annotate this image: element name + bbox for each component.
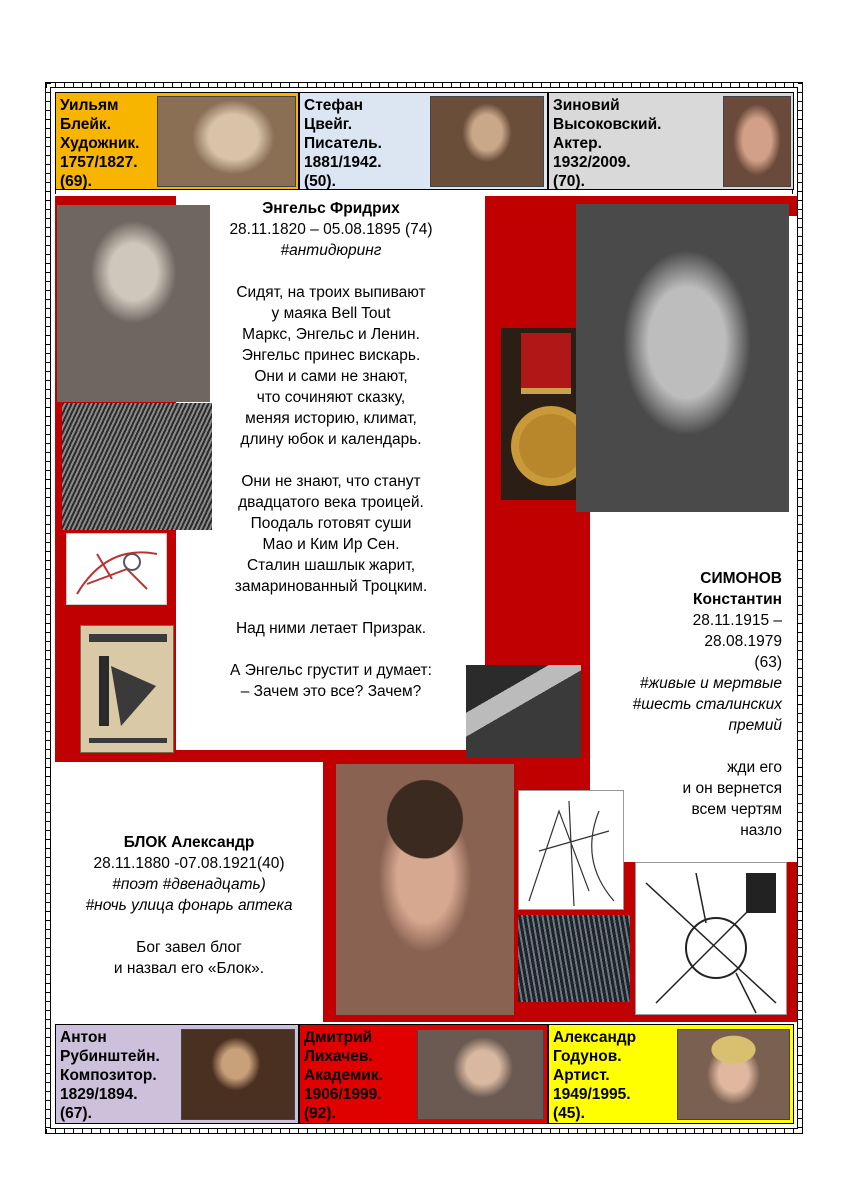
engraving-twelve-night: [518, 915, 630, 1002]
text-line: Высоковский.: [553, 116, 662, 133]
frame-ticks-right: [798, 83, 803, 1133]
poem-line: Они и сами не знают,: [254, 368, 408, 385]
engels-name: Энгельс Фридрих: [262, 200, 400, 217]
poem-line: и он вернется: [682, 780, 782, 797]
book-cover-art: [81, 626, 174, 753]
blok-tag: #ночь улица фонарь аптека: [85, 897, 293, 914]
poem-line: что сочиняют сказку,: [256, 389, 406, 406]
poem-line: длину юбок и календарь.: [240, 431, 422, 448]
poem-line: Энгельс принес вискарь.: [241, 347, 421, 364]
poem-line: назло: [740, 822, 782, 839]
footer-cell-text: [60, 1028, 160, 1123]
blok-name: БЛОК Александр: [123, 834, 255, 851]
text-line: (67).: [60, 1105, 92, 1122]
blok-text-block: [58, 832, 320, 979]
text-line: 1881/1942.: [304, 154, 382, 171]
header-cell-text: [304, 96, 382, 191]
portrait-william-blake: [157, 96, 296, 187]
poem-line: Бог завел блог: [136, 939, 242, 956]
simonov-firstname: Константин: [693, 591, 782, 608]
frame-ticks-bottom: [46, 1129, 802, 1134]
text-line: Писатель.: [304, 135, 382, 152]
engels-poem-block: [181, 198, 481, 702]
poem-line: двадцатого века троицей.: [238, 494, 424, 511]
poem-line: Маркс, Энгельс и Ленин.: [242, 326, 420, 343]
text-line: Стефан: [304, 97, 363, 114]
text-line: (50).: [304, 173, 336, 190]
portrait-simonov: [576, 204, 789, 512]
engels-dates: 28.11.1820 – 05.08.1895 (74): [229, 221, 433, 238]
text-line: Художник.: [60, 135, 140, 152]
footer-cell-rubinstein: [55, 1024, 299, 1124]
portrait-anton-rubinstein: [181, 1029, 295, 1120]
blok-dates: 28.11.1880 -07.08.1921(40): [93, 855, 285, 872]
war-illustration: [466, 665, 581, 758]
cartoon-sketch: [66, 533, 167, 605]
poem-line: меняя историю, климат,: [245, 410, 417, 427]
text-line: Годунов.: [553, 1048, 622, 1065]
engels-tag: #антидюринг: [280, 242, 382, 259]
frame-ticks-left: [46, 83, 51, 1133]
text-line: Рубинштейн.: [60, 1048, 160, 1065]
footer-cell-godunov: [548, 1024, 794, 1124]
poem-line: всем чертям: [691, 801, 782, 818]
header-cell-vysokovsky: [548, 92, 794, 190]
poem-line: у маяка Bell Tout: [271, 305, 391, 322]
simonov-date-line: 28.11.1915 –: [692, 612, 782, 629]
poem-line: Сталин шашлык жарит,: [246, 557, 416, 574]
poem-line: Они не знают, что станут: [241, 473, 421, 490]
text-line: Антон: [60, 1029, 107, 1046]
poem-line: А Энгельс грустит и думает:: [230, 662, 432, 679]
poem-line: Сидят, на троих выпивают: [236, 284, 426, 301]
frame-ticks-top: [46, 83, 802, 88]
poem-line: Мао и Ким Ир Сен.: [262, 536, 400, 553]
text-line: Блейк.: [60, 116, 111, 133]
text-line: 1949/1995.: [553, 1086, 631, 1103]
text-line: Композитор.: [60, 1067, 157, 1084]
poem-line: жди его: [727, 759, 782, 776]
text-line: Александр: [553, 1029, 637, 1046]
simonov-surname: СИМОНОВ: [700, 570, 782, 587]
portrait-alexander-godunov: [677, 1029, 790, 1120]
text-line: Цвейг.: [304, 116, 353, 133]
text-line: Лихачев.: [304, 1048, 373, 1065]
simonov-tag: #шесть сталинских: [632, 696, 782, 713]
text-line: (70).: [553, 173, 585, 190]
simonov-date-line: (63): [754, 654, 782, 671]
text-line: Дмитрий: [304, 1029, 373, 1046]
text-line: Академик.: [304, 1067, 383, 1084]
sketch-twelve-2: [635, 862, 787, 1015]
medal-drawing: [501, 328, 587, 500]
simonov-date-line: 28.08.1979: [704, 633, 782, 650]
poem-line: и назвал его «Блок».: [113, 960, 265, 977]
text-line: (92).: [304, 1105, 336, 1122]
stalin-prize-medal: [501, 328, 587, 500]
cartoon-sketch-drawing: [67, 534, 167, 605]
text-line: Актер.: [553, 135, 602, 152]
text-line: 1829/1894.: [60, 1086, 138, 1103]
portrait-stefan-zweig: [430, 96, 544, 187]
text-line: 1906/1999.: [304, 1086, 382, 1103]
header-cell-text: [60, 96, 139, 191]
text-line: Артист.: [553, 1067, 610, 1084]
sketch-drawing-2: [636, 863, 787, 1015]
text-line: (69).: [60, 173, 92, 190]
sketch-twelve-1: [518, 790, 624, 910]
header-cell-zweig: [299, 92, 548, 190]
poem-line: замаринованный Троцким.: [234, 578, 428, 595]
text-line: Зиновий: [553, 97, 620, 114]
book-cover-dvenadtsat: [80, 625, 174, 753]
poem-line: Над ними летает Призрак.: [235, 620, 427, 637]
text-line: 1757/1827.: [60, 154, 138, 171]
footer-cell-text: [553, 1028, 636, 1123]
text-line: (45).: [553, 1105, 585, 1122]
portrait-dmitry-likhachev: [417, 1029, 544, 1120]
poem-line: Поодаль готовят суши: [250, 515, 412, 532]
sketch-drawing-1: [519, 791, 624, 910]
portrait-zinovy-vysokovsky: [723, 96, 791, 187]
text-line: 1932/2009.: [553, 154, 631, 171]
footer-cell-likhachev: [299, 1024, 548, 1124]
header-cell-text: [553, 96, 661, 191]
portrait-blok: [336, 764, 514, 1015]
header-cell-blake: [55, 92, 299, 190]
blok-tag: #поэт #двенадцать): [112, 876, 266, 893]
text-line: Уильям: [60, 97, 119, 114]
poem-line: – Зачем это все? Зачем?: [240, 683, 422, 700]
simonov-tag: #живые и мертвые: [639, 675, 782, 692]
simonov-tag: премий: [728, 717, 782, 734]
footer-cell-text: [304, 1028, 383, 1123]
